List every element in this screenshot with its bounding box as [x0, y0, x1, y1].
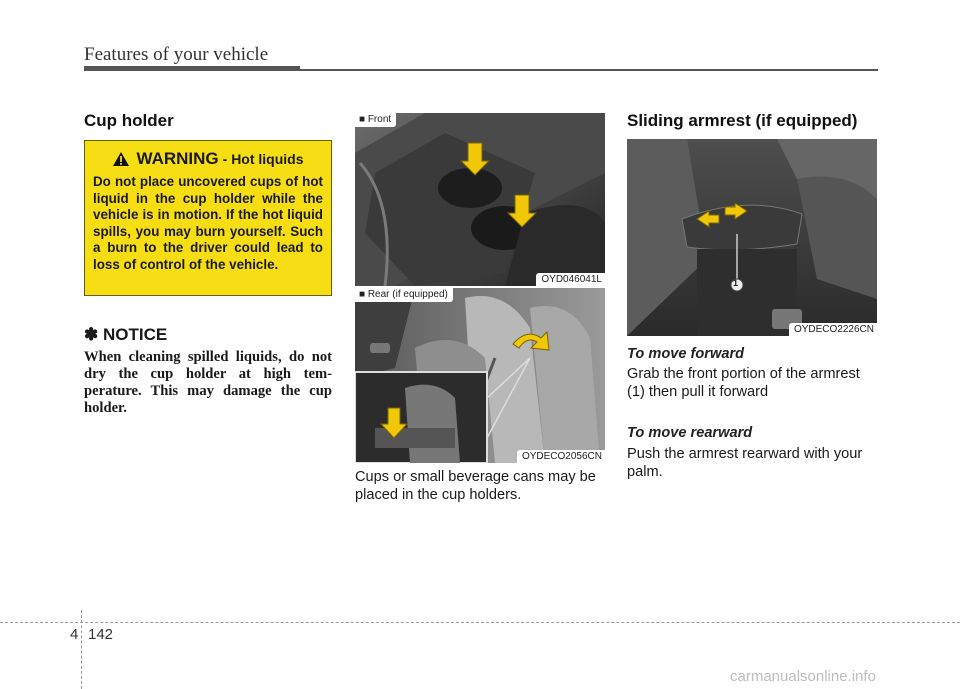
warning-text: Do not place uncovered cups of hot liquid in the cup holder while the vehicle is in motion. If the hot liquid spills, you may burn yourself. Such a burn to the driver could lead to loss of control of the vehicle. — [93, 174, 323, 272]
warning-title: WARNING — [136, 149, 219, 168]
watermark: carmanualsonline.info — [730, 668, 876, 685]
front-figure-code: OYD046041L — [536, 273, 605, 286]
rear-cup-holder-photo — [355, 288, 605, 463]
rear-figure-label: ■ Rear (if equipped) — [355, 288, 453, 302]
move-forward-title: To move forward — [627, 346, 745, 362]
move-rearward-text: Push the armrest rearward with your palm. — [627, 446, 863, 480]
move-rearward-title: To move rearward — [627, 425, 753, 441]
warning-subtitle: - Hot liquids — [222, 151, 304, 167]
rear-figure-code: OYDECO2056CN — [517, 450, 605, 463]
notice-text: When cleaning spilled liquids, do not dry the cup holder at high tem-perature. This may damage the cup holder. — [84, 349, 332, 416]
sliding-armrest-title: Sliding armrest (if equipped) — [627, 111, 858, 130]
page-number: 142 — [88, 626, 114, 643]
move-forward-text: Grab the front portion of the armrest (1) then pull it forward — [627, 366, 860, 400]
page-header-title: Features of your vehicle — [84, 44, 269, 65]
notice-title: ✽ NOTICE — [84, 325, 168, 344]
footer-divider — [81, 610, 82, 689]
armrest-callout-1: 1 — [733, 278, 739, 288]
header-rule-thick — [84, 66, 300, 71]
cup-holder-caption: Cups or small beverage cans may be placed in the cup holders. — [355, 469, 596, 503]
chapter-number: 4 — [70, 626, 79, 643]
armrest-photo — [627, 139, 877, 336]
footer-rule — [0, 622, 960, 623]
armrest-figure-code: OYDECO2226CN — [789, 323, 877, 336]
warning-header — [93, 149, 323, 169]
front-figure-label: ■ Front — [355, 113, 396, 127]
front-cup-holder-photo — [355, 113, 605, 286]
warning-box — [84, 140, 332, 296]
cup-holder-title: Cup holder — [84, 111, 174, 130]
warning-triangle-icon — [112, 151, 130, 167]
header-rule-thin — [300, 69, 878, 71]
